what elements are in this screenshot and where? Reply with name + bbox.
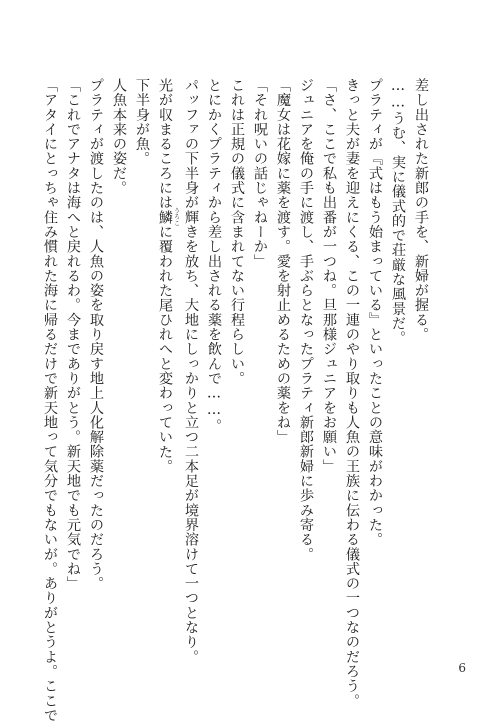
text-line-with-ruby (153, 78, 179, 638)
ruby-annotation (157, 207, 180, 227)
text-line: 「さ、ここで私も出番が一つね。旦那様ジュニアをお願い」 (321, 78, 337, 474)
page-number: 6 (458, 661, 466, 675)
text-line: きっと夫が妻を迎えにくる、この一連のやり取りも人魚の王族に伝わる儀式の一つなのだろう。 (344, 78, 360, 708)
text-line: とにかくプラティから差し出される薬を飲んで……。 (206, 78, 222, 434)
text-line: 「アタイにとっちゃ住み慣れた海に帰るだけで新天地って気分でもないが。ありがとうよ。ここで (42, 78, 58, 723)
text-line: プラティが渡したのは、人魚の姿を取り戻す地上人化解除薬だったのだろう。 (88, 78, 104, 591)
text-line: 差し出された新郎の手を、新婦が握る。 (413, 78, 429, 342)
text-line: 「それ呪いの話じゃねーか」 (252, 78, 268, 269)
text-line: ……うむ、実に儀式的で荘厳な風景だ。 (390, 78, 406, 346)
text-segment: 光が収まるころには (157, 78, 173, 210)
text-line: 「魔女は花嫁に薬を渡す。愛を射止めるための薬をね」 (275, 78, 291, 445)
text-line: 下半身が魚。 (134, 78, 150, 166)
ruby-reading: うろこ (172, 207, 180, 227)
text-line: プラティが『式はもう始まっている』といったことの意味がわかった。 (367, 78, 383, 547)
text-line: パッファの下半身が輝きを放ち、大地にしっかりと立つ二本足が境界溶けて一つとなり。 (183, 78, 199, 664)
text-line: 「これでアナタは海へと戻れるわ。今までありがとう。新天地でも元気でね」 (65, 78, 81, 591)
text-line: ジュニアを俺の手に渡し、手ぶらとなったプラティ新郎新婦に歩み寄る。 (298, 78, 314, 562)
body-text (38, 78, 432, 723)
text-line: これは正規の儀式に含まれてない行程らしい。 (229, 78, 245, 386)
text-line: 人魚本来の姿だ。 (111, 78, 127, 196)
ruby-base: 鱗 (157, 207, 173, 227)
text-segment: に覆われた尾ひれへと変わっていた。 (157, 224, 173, 474)
